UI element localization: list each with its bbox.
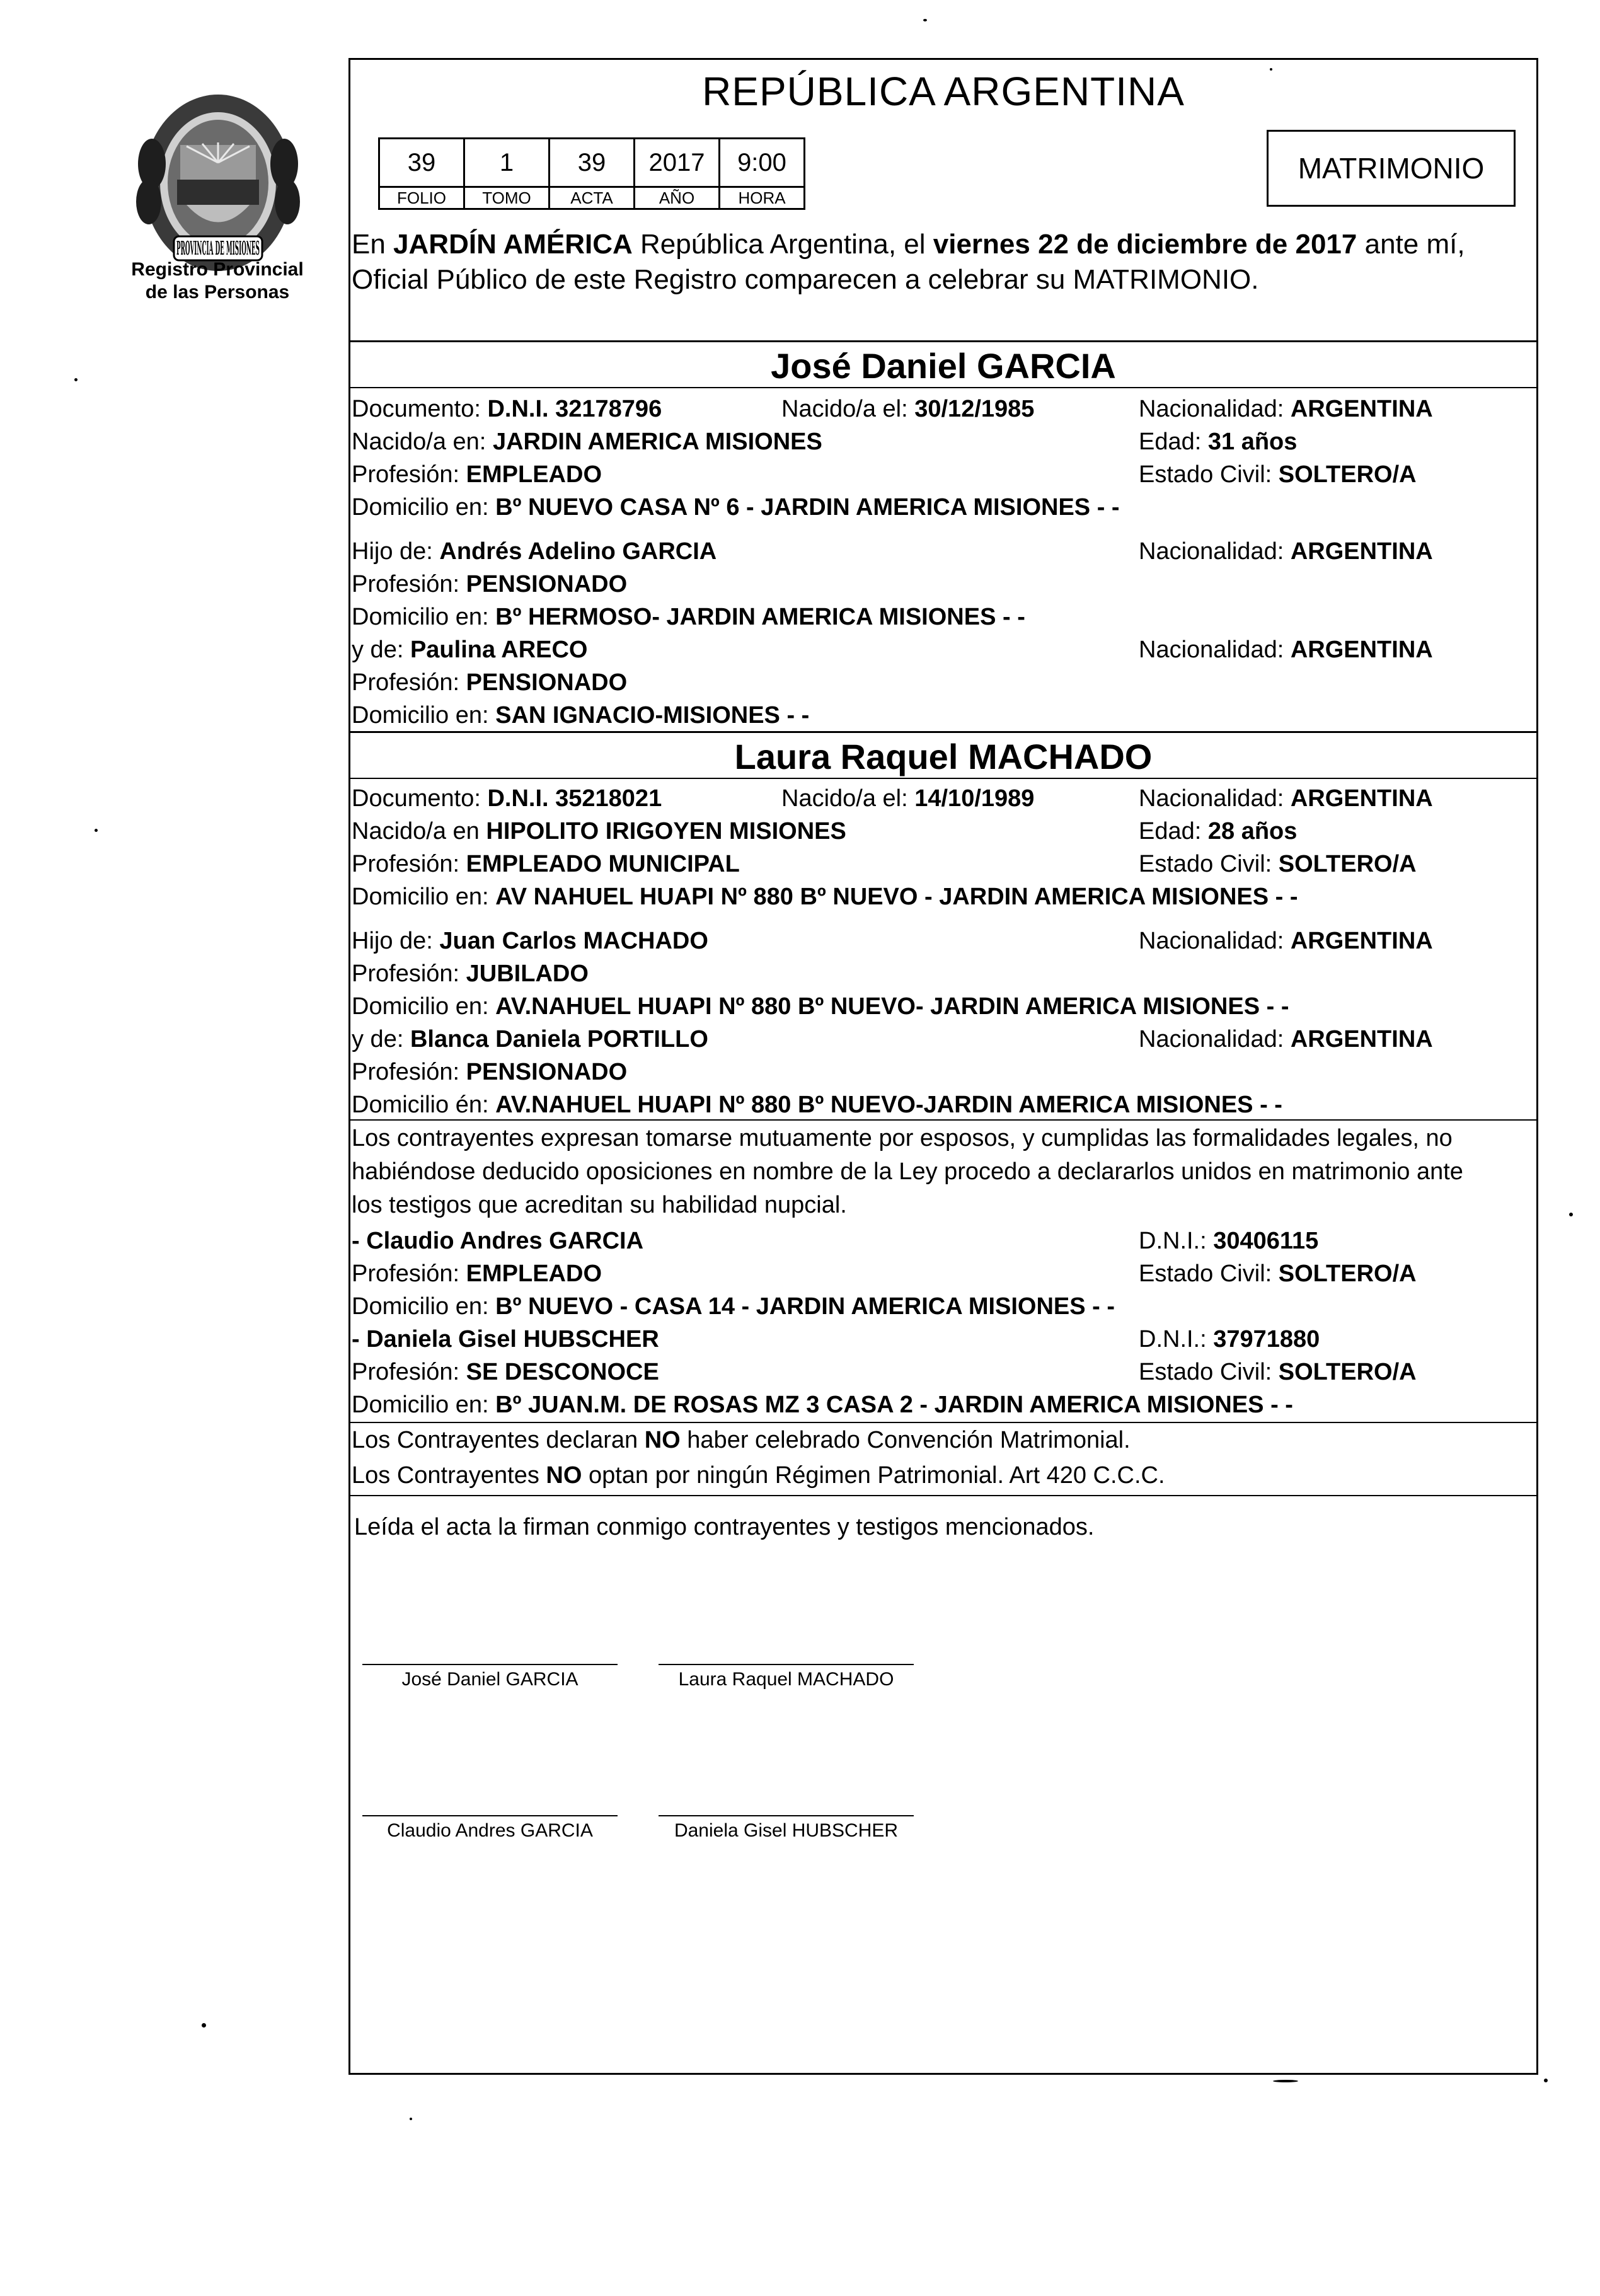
signature-label-witness2: Daniela Gisel HUBSCHER bbox=[674, 1820, 899, 1841]
groom-birth-place: Nacido/a en: JARDIN AMERICA MISIONES bbox=[352, 429, 822, 455]
witness2-name: - Daniela Gisel HUBSCHER bbox=[352, 1326, 659, 1353]
groom-birth-date: Nacido/a el: 30/12/1985 bbox=[781, 396, 1035, 422]
groom-document: Documento: D.N.I. 32178796 bbox=[352, 396, 662, 422]
bride-father-nationality: Nacionalidad: ARGENTINA bbox=[1139, 928, 1433, 954]
hora-label: HORA bbox=[720, 187, 805, 209]
bride-age: Edad: 28 años bbox=[1139, 818, 1298, 845]
anio-label: AÑO bbox=[635, 187, 720, 209]
intro-date: viernes 22 de diciembre de 2017 bbox=[933, 229, 1357, 260]
record-index-table bbox=[378, 137, 805, 210]
groom-profession: Profesión: EMPLEADO bbox=[352, 461, 602, 488]
intro-line-1: En JARDÍN AMÉRICA República Argentina, el viernes 22 de diciembre de 2017 ante mí, bbox=[352, 229, 1465, 260]
tomo-value: 1 bbox=[464, 139, 550, 187]
signature-line bbox=[362, 1815, 618, 1816]
intro-place: JARDÍN AMÉRICA bbox=[393, 229, 633, 260]
divider bbox=[348, 778, 1538, 779]
signature-label-groom: José Daniel GARCIA bbox=[401, 1669, 578, 1690]
scan-speck bbox=[1270, 68, 1272, 71]
bride-father: Hijo de: Juan Carlos MACHADO bbox=[352, 928, 708, 954]
registry-name-line2: de las Personas bbox=[145, 282, 290, 303]
bride-mother-profession: Profesión: PENSIONADO bbox=[352, 1059, 628, 1085]
declaration-line-2: habiéndose deducido oposiciones en nombre de la Ley procedo a declararlos unidos en matrimonio ante bbox=[352, 1158, 1463, 1185]
closing-statement: Leída el acta la firman conmigo contrayentes y testigos mencionados. bbox=[354, 1514, 1095, 1540]
witness1-dni: D.N.I.: 30406115 bbox=[1139, 1228, 1319, 1254]
bride-father-profession: Profesión: JUBILADO bbox=[352, 961, 589, 987]
bride-mother-address: Domicilio én: AV.NAHUEL HUAPI Nº 880 Bº NUEVO-JARDIN AMERICA MISIONES - - bbox=[352, 1092, 1282, 1118]
groom-mother-address: Domicilio en: SAN IGNACIO-MISIONES - - bbox=[352, 702, 810, 729]
divider bbox=[348, 387, 1538, 388]
bride-name-heading: Laura Raquel MACHADO bbox=[734, 737, 1153, 776]
scan-speck bbox=[923, 19, 927, 21]
groom-nationality: Nacionalidad: ARGENTINA bbox=[1139, 396, 1433, 422]
bride-birth-place: Nacido/a en HIPOLITO IRIGOYEN MISIONES bbox=[352, 818, 846, 845]
bride-nationality: Nacionalidad: ARGENTINA bbox=[1139, 785, 1433, 812]
bride-mother-nationality: Nacionalidad: ARGENTINA bbox=[1139, 1026, 1433, 1053]
bride-profession: Profesión: EMPLEADO MUNICIPAL bbox=[352, 851, 740, 877]
seal-lettering: PROVINCIA DE MISIONES bbox=[176, 238, 260, 260]
groom-civil-status: Estado Civil: SOLTERO/A bbox=[1139, 461, 1417, 488]
signature-line bbox=[362, 1664, 618, 1665]
groom-age: Edad: 31 años bbox=[1139, 429, 1298, 455]
groom-father-nationality: Nacionalidad: ARGENTINA bbox=[1139, 538, 1433, 565]
bride-civil-status: Estado Civil: SOLTERO/A bbox=[1139, 851, 1417, 877]
witness1-name: - Claudio Andres GARCIA bbox=[352, 1228, 644, 1254]
groom-father-profession: Profesión: PENSIONADO bbox=[352, 571, 628, 597]
folio-label: FOLIO bbox=[379, 187, 464, 209]
groom-father: Hijo de: Andrés Adelino GARCIA bbox=[352, 538, 717, 565]
scan-speck bbox=[1569, 1213, 1573, 1216]
witness2-profession: Profesión: SE DESCONOCE bbox=[352, 1359, 659, 1385]
intro-line-2: Oficial Público de este Registro comparecen a celebrar su MATRIMONIO. bbox=[352, 264, 1259, 295]
document-title: REPÚBLICA ARGENTINA bbox=[702, 69, 1185, 114]
divider bbox=[348, 1119, 1538, 1121]
bride-document: Documento: D.N.I. 35218021 bbox=[352, 785, 662, 812]
signature-label-witness1: Claudio Andres GARCIA bbox=[387, 1820, 593, 1841]
witness2-address: Domicilio en: Bº JUAN.M. DE ROSAS MZ 3 CASA 2 - JARDIN AMERICA MISIONES - - bbox=[352, 1392, 1293, 1418]
divider bbox=[348, 1495, 1538, 1496]
registry-name-line1: Registro Provincial bbox=[131, 259, 304, 280]
groom-mother-profession: Profesión: PENSIONADO bbox=[352, 669, 628, 696]
province-seal-logo bbox=[124, 88, 313, 277]
scan-speck bbox=[202, 2023, 206, 2028]
groom-name-heading: José Daniel GARCIA bbox=[771, 346, 1116, 386]
witness2-civil-status: Estado Civil: SOLTERO/A bbox=[1139, 1359, 1417, 1385]
witness1-address: Domicilio en: Bº NUEVO - CASA 14 - JARDIN AMERICA MISIONES - - bbox=[352, 1293, 1115, 1320]
acta-label: ACTA bbox=[550, 187, 635, 209]
scan-speck bbox=[1273, 2080, 1298, 2082]
anio-value: 2017 bbox=[635, 139, 720, 187]
scan-speck bbox=[1544, 2079, 1548, 2082]
bride-birth-date: Nacido/a el: 14/10/1989 bbox=[781, 785, 1035, 812]
signature-line bbox=[659, 1815, 914, 1816]
signature-line bbox=[659, 1664, 914, 1665]
witness1-civil-status: Estado Civil: SOLTERO/A bbox=[1139, 1260, 1417, 1287]
hora-value: 9:00 bbox=[720, 139, 805, 187]
folio-value: 39 bbox=[379, 139, 464, 187]
tomo-label: TOMO bbox=[464, 187, 550, 209]
patrimonial-regime-statement: Los Contrayentes NO optan por ningún Régimen Patrimonial. Art 420 C.C.C. bbox=[352, 1462, 1165, 1489]
witness2-dni: D.N.I.: 37971880 bbox=[1139, 1326, 1320, 1353]
bride-mother: y de: Blanca Daniela PORTILLO bbox=[352, 1026, 708, 1053]
scan-speck bbox=[410, 2118, 412, 2120]
groom-address: Domicilio en: Bº NUEVO CASA Nº 6 - JARDIN AMERICA MISIONES - - bbox=[352, 494, 1120, 521]
convention-statement: Los Contrayentes declaran NO haber celebrado Convención Matrimonial. bbox=[352, 1427, 1131, 1453]
act-type-box: MATRIMONIO bbox=[1267, 130, 1516, 207]
divider bbox=[348, 1422, 1538, 1423]
divider bbox=[348, 731, 1538, 733]
declaration-line-3: los testigos que acreditan su habilidad nupcial. bbox=[352, 1192, 847, 1218]
scan-speck bbox=[95, 829, 98, 832]
bride-father-address: Domicilio en: AV.NAHUEL HUAPI Nº 880 Bº NUEVO- JARDIN AMERICA MISIONES - - bbox=[352, 993, 1289, 1020]
declaration-line-1: Los contrayentes expresan tomarse mutuamente por esposos, y cumplidas las formalidades legales, no bbox=[352, 1125, 1453, 1151]
acta-value: 39 bbox=[550, 139, 635, 187]
bride-address: Domicilio en: AV NAHUEL HUAPI Nº 880 Bº NUEVO - JARDIN AMERICA MISIONES - - bbox=[352, 884, 1298, 910]
scan-speck bbox=[74, 378, 78, 381]
groom-father-address: Domicilio en: Bº HERMOSO- JARDIN AMERICA MISIONES - - bbox=[352, 604, 1025, 630]
signature-label-bride: Laura Raquel MACHADO bbox=[678, 1669, 894, 1690]
groom-mother-nationality: Nacionalidad: ARGENTINA bbox=[1139, 637, 1433, 663]
witness1-profession: Profesión: EMPLEADO bbox=[352, 1260, 602, 1287]
groom-mother: y de: Paulina ARECO bbox=[352, 637, 588, 663]
divider bbox=[348, 340, 1538, 342]
